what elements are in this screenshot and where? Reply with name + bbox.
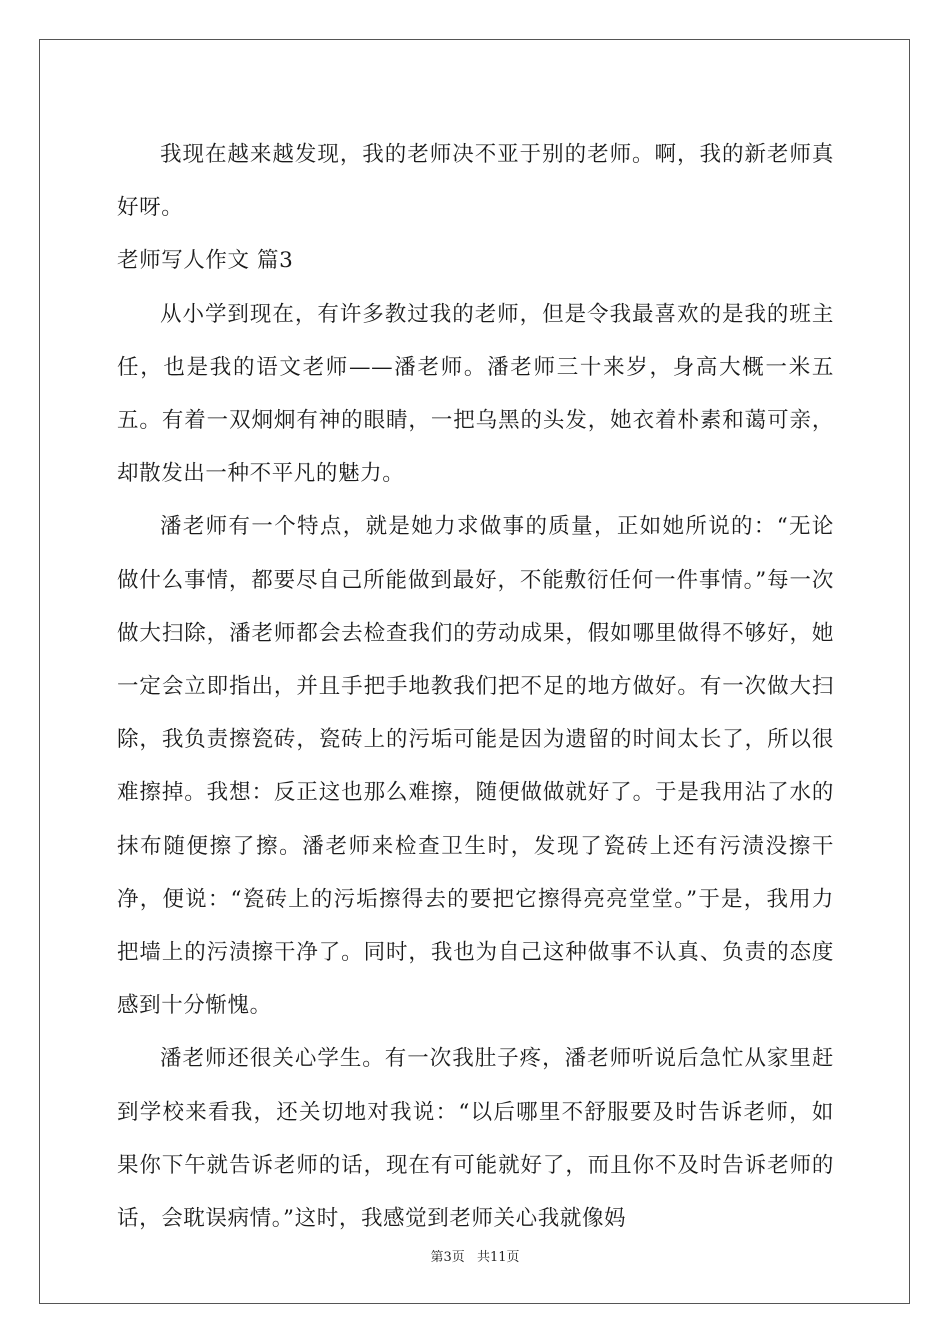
paragraph-1: 我现在越来越发现，我的老师决不亚于别的老师。啊，我的新老师真好呀。 xyxy=(117,142,834,221)
page-footer xyxy=(0,1246,950,1265)
paragraph-4: 潘老师还很关心学生。有一次我肚子疼，潘老师听说后急忙从家里赶到学校来看我，还关切地对我说：“以后哪里不舒服要及时告诉老师，如果你下午就告诉老师的话，现在有可能就好了，而且你不及时告诉老师的话，会耽误病情。”这时，我感觉到老师关心我就像妈 xyxy=(117,1046,834,1232)
document-body xyxy=(117,128,834,1245)
section-heading: 老师写人作文 篇3 xyxy=(117,248,294,274)
page-total: 共11页 xyxy=(476,1250,520,1265)
paragraph-3: 潘老师有一个特点，就是她力求做事的质量，正如她所说的：“无论做什么事情，都要尽自己所能做到最好，不能敷衍任何一件事情。”每一次做大扫除，潘老师都会去检查我们的劳动成果，假如哪里做得不够好，她一定会立即指出，并且手把手地教我们把不足的地方做好。有一次做大扫除，我负责擦瓷砖，瓷砖上的污垢可能是因为遗留的时间太长了，所以很难擦掉。我想：反正这也那么难擦，随便做做就好了。于是我用沾了水的抹布随便擦了擦。潘老师来检查卫生时，发现了瓷砖上还有污渍没擦干净，便说：“瓷砖上的污垢擦得去的要把它擦得亮亮堂堂。”于是，我用力把墙上的污渍擦干净了。同时，我也为自己这种做事不认真、负责的态度感到十分惭愧。 xyxy=(117,514,834,1019)
paragraph-2: 从小学到现在，有许多教过我的老师，但是令我最喜欢的是我的班主任，也是我的语文老师——潘老师。潘老师三十来岁，身高大概一米五五。有着一双炯炯有神的眼睛，一把乌黑的头发，她衣着朴素和蔼可亲，却散发出一种不平凡的魅力。 xyxy=(117,301,834,487)
page-number: 第3页 xyxy=(430,1250,465,1265)
